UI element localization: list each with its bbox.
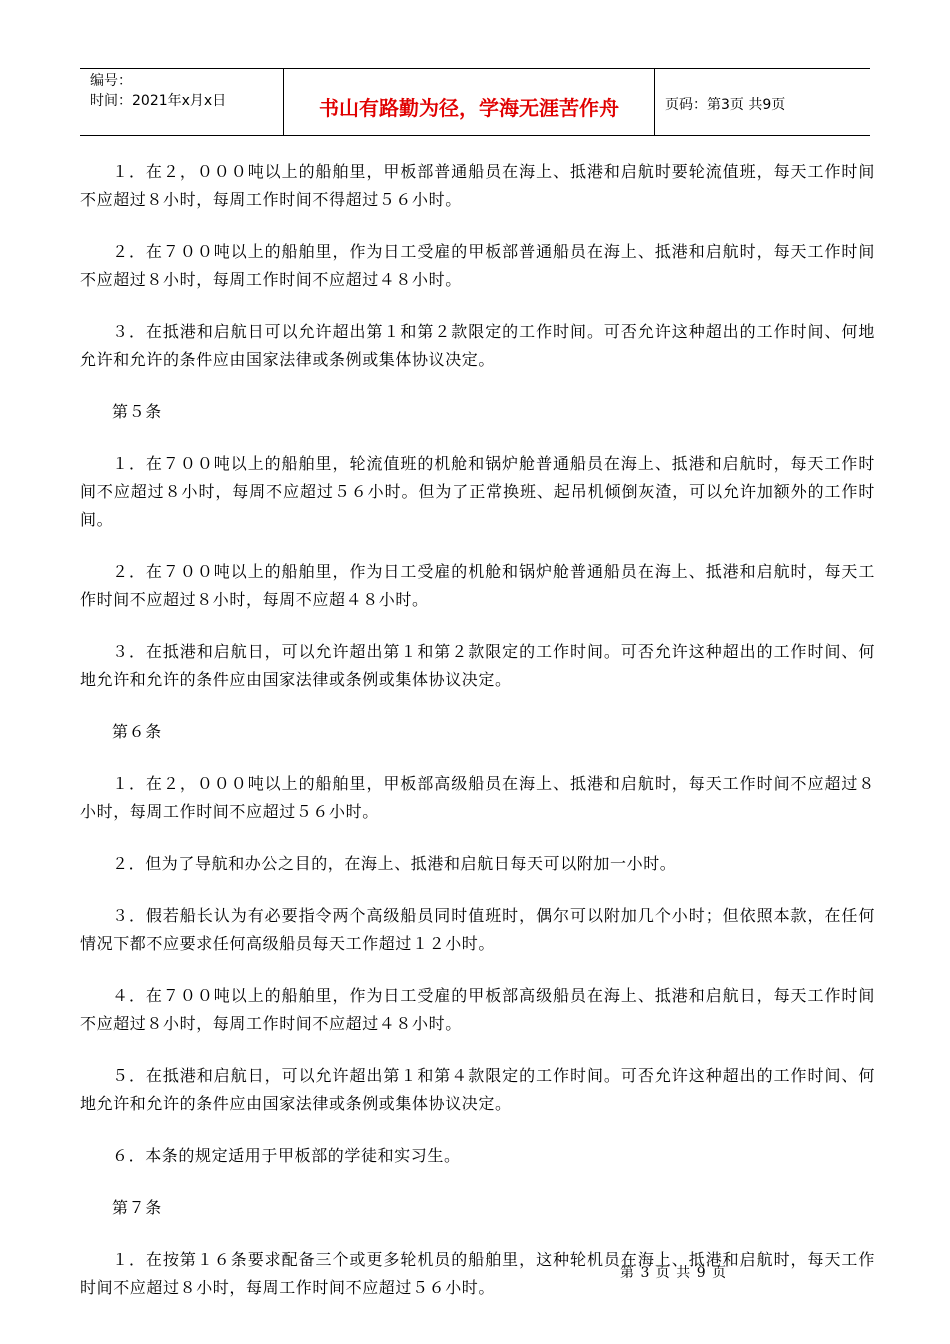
article-heading: 第７条 — [112, 1198, 162, 1217]
paragraph: １．在７００吨以上的船舶里，轮流值班的机舱和锅炉舱普通船员在海上、抵港和启航时，每天工作时间不应超过８小时，每周不应超过５６小时。但为了正常换班、起吊机倾倒灰渣，可以允许加额外的工作时间。 — [80, 454, 875, 529]
paragraph: １．在２，０００吨以上的船舶里，甲板部普通船员在海上、抵港和启航时要轮流值班，每天工作时间不应超过８小时，每周工作时间不得超过５６小时。 — [80, 162, 875, 209]
paragraph: ２．在７００吨以上的船舶里，作为日工受雇的甲板部普通船员在海上、抵港和启航时，每天工作时间不应超过８小时，每周工作时间不应超过４８小时。 — [80, 242, 875, 289]
paragraph: ３．在抵港和启航日，可以允许超出第１和第２款限定的工作时间。可否允许这种超出的工作时间、何地允许和允许的条件应由国家法律或条例或集体协议决定。 — [80, 642, 875, 689]
page-footer: 第 3 页 共 9 页 — [620, 1265, 728, 1281]
paragraph: ２．但为了导航和办公之目的，在海上、抵港和启航日每天可以附加一小时。 — [112, 854, 677, 873]
paragraph: ６．本条的规定适用于甲板部的学徒和实习生。 — [112, 1146, 461, 1165]
paragraph: ３．在抵港和启航日可以允许超出第１和第２款限定的工作时间。可否允许这种超出的工作时间、何地允许和允许的条件应由国家法律或条例或集体协议决定。 — [80, 322, 875, 369]
document-code-label: 编号： — [90, 73, 132, 89]
paragraph: １．在按第１６条要求配备三个或更多轮机员的船舶里，这种轮机员在海上、抵港和启航时，每天工作时间不应超过８小时，每周工作时间不应超过５６小时。 — [80, 1250, 875, 1297]
article-heading: 第６条 — [112, 722, 162, 741]
header-motto: 书山有路勤为径，学海无涯苦作舟 — [283, 69, 655, 135]
article-heading: 第５条 — [112, 402, 162, 421]
paragraph: ５．在抵港和启航日，可以允许超出第１和第４款限定的工作时间。可否允许这种超出的工作时间、何地允许和允许的条件应由国家法律或条例或集体协议决定。 — [80, 1066, 875, 1113]
paragraph: ３．假若船长认为有必要指令两个高级船员同时值班时，偶尔可以附加几个小时；但依照本款，在任何情况下都不应要求任何高级船员每天工作超过１２小时。 — [80, 906, 875, 953]
header-meta — [80, 69, 283, 135]
document-body — [80, 158, 875, 1326]
paragraph: ４．在７００吨以上的船舶里，作为日工受雇的甲板部高级船员在海上、抵港和启航日，每天工作时间不应超过８小时，每周工作时间不应超过４８小时。 — [80, 986, 875, 1033]
paragraph: １．在２，０００吨以上的船舶里，甲板部高级船员在海上、抵港和启航时，每天工作时间不应超过８小时，每周工作时间不应超过５６小时。 — [80, 774, 875, 821]
paragraph: ２．在７００吨以上的船舶里，作为日工受雇的机舱和锅炉舱普通船员在海上、抵港和启航时，每天工作时间不应超过８小时，每周不应超４８小时。 — [80, 562, 875, 609]
page-header — [80, 68, 870, 136]
header-page-number: 页码：第3页 共9页 — [665, 97, 786, 113]
document-date-label: 时间：2021年x月x日 — [90, 93, 227, 109]
